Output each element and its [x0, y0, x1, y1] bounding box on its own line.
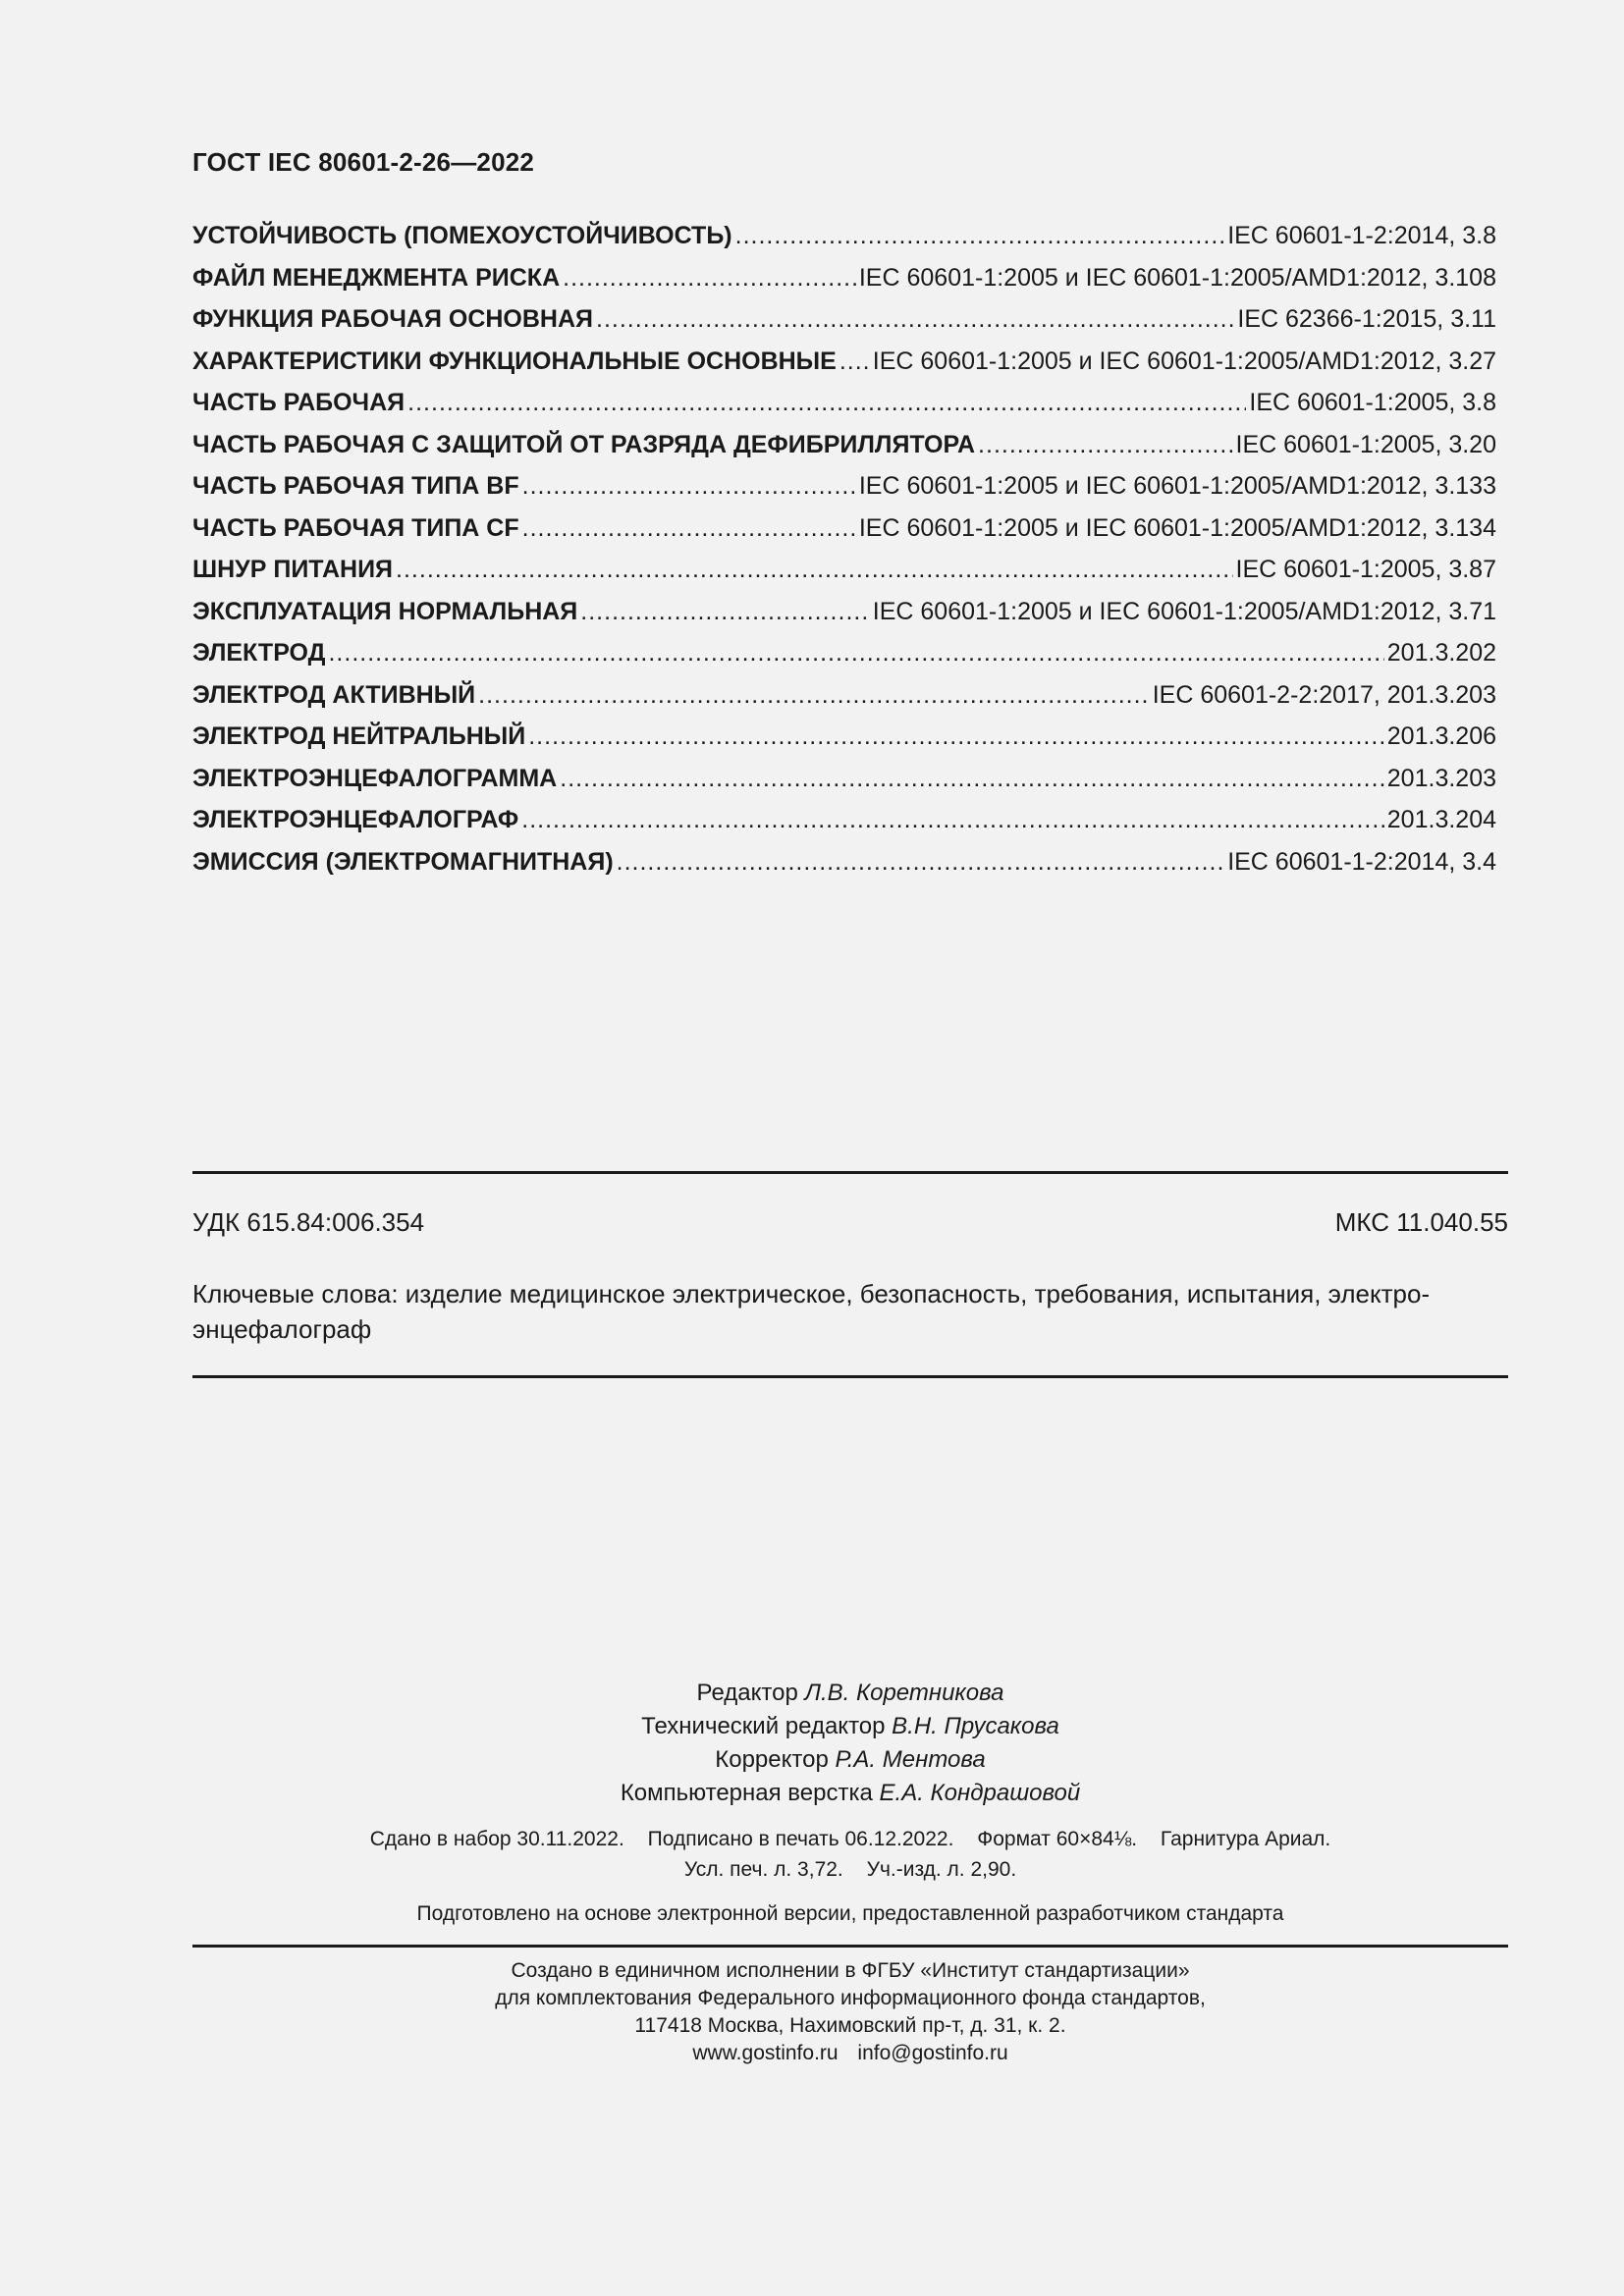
- index-term: ЭЛЕКТРОД: [192, 639, 326, 667]
- index-term: ЧАСТЬ РАБОЧАЯ С ЗАЩИТОЙ ОТ РАЗРЯДА ДЕФИБРИЛЛЯТОРА: [192, 430, 976, 458]
- bibliographic-bottom-rule: [192, 1375, 1508, 1378]
- index-term: ЧАСТЬ РАБОЧАЯ ТИПА BF: [192, 472, 519, 500]
- print-details: [192, 1824, 1508, 1885]
- index-term: ЧАСТЬ РАБОЧАЯ: [192, 389, 406, 416]
- typeface: Гарнитура Ариал.: [1160, 1828, 1331, 1850]
- document-code-header: ГОСТ IEC 80601-2-26—2022: [192, 147, 535, 177]
- index-term: ЭМИССИЯ (ЭЛЕКТРОМАГНИТНАЯ): [192, 847, 614, 876]
- dot-leader: [328, 639, 1383, 667]
- dot-leader: [735, 222, 1225, 250]
- prepared-note: Подготовлено на основе электронной версии, предоставленной разработчиком стандарта: [416, 1902, 1284, 1925]
- index-reference: IEC 60601-1:2005, 3.8: [1249, 389, 1496, 416]
- index-entry: [192, 222, 1496, 264]
- index-entry: [192, 765, 1496, 807]
- index-term: ЭЛЕКТРОЭНЦЕФАЛОГРАФ: [192, 806, 519, 833]
- print-details-line: [192, 1854, 1508, 1885]
- dot-leader: [596, 305, 1234, 334]
- publisher-line: Создано в единичном исполнении в ФГБУ «Институт стандартизации»: [511, 1959, 1190, 1982]
- publisher-contacts: [192, 2040, 1508, 2067]
- index-reference: IEC 60601-1:2005 и IEC 60601-1:2005/AMD1:2012, 3.134: [858, 513, 1496, 542]
- publisher-info: [192, 1957, 1508, 2067]
- signed-date: Подписано в печать 06.12.2022.: [647, 1828, 954, 1850]
- index-term: ЭЛЕКТРОЭНЦЕФАЛОГРАММА: [192, 764, 558, 792]
- credit-role: Компьютерная верстка: [620, 1780, 873, 1806]
- dot-leader: [521, 806, 1384, 834]
- dot-leader: [839, 347, 870, 376]
- publisher-address: 117418 Москва, Нахимовский пр-т, д. 31, к. 2.: [634, 2014, 1066, 2037]
- dot-leader: [563, 264, 856, 293]
- udk-code: УДК 615.84:006.354: [192, 1207, 425, 1237]
- email-link[interactable]: info@gostinfo.ru: [857, 2042, 1008, 2064]
- index-term: ФУНКЦИЯ РАБОЧАЯ ОСНОВНАЯ: [192, 305, 594, 333]
- index-reference: IEC 60601-1:2005 и IEC 60601-1:2005/AMD1:2012, 3.27: [872, 347, 1496, 375]
- index-term: ФАЙЛ МЕНЕДЖМЕНТА РИСКА: [192, 263, 561, 292]
- index-entry: [192, 639, 1496, 681]
- editorial-credits: [192, 1677, 1508, 1810]
- dot-leader: [522, 514, 856, 543]
- index-reference: 201.3.206: [1386, 722, 1496, 750]
- index-entry: [192, 514, 1496, 557]
- index-entry: [192, 598, 1496, 640]
- index-entry: [192, 472, 1496, 514]
- classification-line: [192, 1207, 1508, 1238]
- dot-leader: [522, 472, 856, 501]
- credit-line: [192, 1710, 1508, 1743]
- index-reference: 201.3.204: [1386, 806, 1496, 833]
- index-entry: [192, 264, 1496, 306]
- dot-leader: [396, 556, 1232, 584]
- index-entry: [192, 389, 1496, 431]
- credit-role: Корректор: [715, 1746, 829, 1773]
- index-term: ШНУР ПИТАНИЯ: [192, 556, 394, 583]
- index-reference: 201.3.202: [1386, 639, 1496, 667]
- credit-name: В.Н. Прусакова: [892, 1713, 1059, 1739]
- print-details-line: [192, 1824, 1508, 1854]
- dot-leader: [978, 431, 1232, 459]
- index-entry: [192, 722, 1496, 765]
- edition-sheets: Уч.-изд. л. 2,90.: [866, 1858, 1017, 1881]
- alphabetical-term-index: [192, 222, 1496, 889]
- index-term: ЭЛЕКТРОД НЕЙТРАЛЬНЫЙ: [192, 722, 526, 750]
- dot-leader: [617, 848, 1225, 877]
- index-term: ЭКСПЛУАТАЦИЯ НОРМАЛЬНАЯ: [192, 597, 578, 625]
- index-reference: 201.3.203: [1386, 764, 1496, 792]
- credit-name: Л.В. Коретникова: [804, 1680, 1004, 1706]
- dot-leader: [407, 389, 1246, 417]
- index-entry: [192, 347, 1496, 390]
- dot-leader: [478, 681, 1150, 710]
- dot-leader: [580, 598, 869, 626]
- typeset-date: Сдано в набор 30.11.2022.: [369, 1828, 624, 1850]
- index-term: УСТОЙЧИВОСТЬ (ПОМЕХОУСТОЙЧИВОСТЬ): [192, 222, 732, 249]
- printed-sheets: Усл. печ. л. 3,72.: [683, 1858, 843, 1881]
- index-entry: [192, 305, 1496, 347]
- publisher-rule: [192, 1945, 1508, 1948]
- index-entry: [192, 681, 1496, 723]
- credit-role: Технический редактор: [641, 1713, 886, 1739]
- index-reference: IEC 60601-2-2:2017, 201.3.203: [1152, 680, 1496, 709]
- index-reference: IEC 60601-1:2005 и IEC 60601-1:2005/AMD1:2012, 3.71: [872, 597, 1496, 625]
- dot-leader: [528, 722, 1384, 751]
- index-reference: IEC 60601-1:2005 и IEC 60601-1:2005/AMD1:2012, 3.108: [858, 263, 1496, 292]
- credit-line: [192, 1677, 1508, 1710]
- credit-line: [192, 1777, 1508, 1810]
- credit-name: Р.А. Ментова: [835, 1746, 986, 1773]
- index-entry: [192, 556, 1496, 598]
- index-entry: [192, 806, 1496, 848]
- index-reference: IEC 60601-1:2005, 3.87: [1235, 556, 1496, 583]
- index-reference: IEC 60601-1-2:2014, 3.4: [1227, 847, 1496, 876]
- credit-line: [192, 1743, 1508, 1777]
- index-reference: IEC 60601-1:2005 и IEC 60601-1:2005/AMD1:2012, 3.133: [858, 472, 1496, 500]
- dot-leader: [560, 765, 1384, 793]
- mks-code: МКС 11.040.55: [1334, 1207, 1508, 1237]
- index-term: ХАРАКТЕРИСТИКИ ФУНКЦИОНАЛЬНЫЕ ОСНОВНЫЕ: [192, 347, 837, 375]
- index-reference: IEC 60601-1-2:2014, 3.8: [1227, 222, 1496, 249]
- credit-role: Редактор: [696, 1680, 798, 1706]
- index-term: ЧАСТЬ РАБОЧАЯ ТИПА CF: [192, 513, 519, 542]
- index-reference: IEC 60601-1:2005, 3.20: [1235, 430, 1496, 458]
- bibliographic-top-rule: [192, 1171, 1508, 1174]
- paper-format: Формат 60×84⅛.: [977, 1828, 1138, 1850]
- website-link[interactable]: www.gostinfo.ru: [692, 2042, 839, 2064]
- index-term: ЭЛЕКТРОД АКТИВНЫЙ: [192, 680, 476, 709]
- keywords-text: Ключевые слова: изделие медицинское электрическое, безопасность, требования, испытания, электро-энцефалограф: [192, 1279, 1431, 1344]
- index-entry: [192, 848, 1496, 890]
- index-entry: [192, 431, 1496, 473]
- index-reference: IEC 62366-1:2015, 3.11: [1237, 305, 1496, 333]
- publisher-line: для комплектования Федерального информационного фонда стандартов,: [495, 1987, 1206, 2009]
- credit-name: Е.А. Кондрашовой: [879, 1780, 1081, 1806]
